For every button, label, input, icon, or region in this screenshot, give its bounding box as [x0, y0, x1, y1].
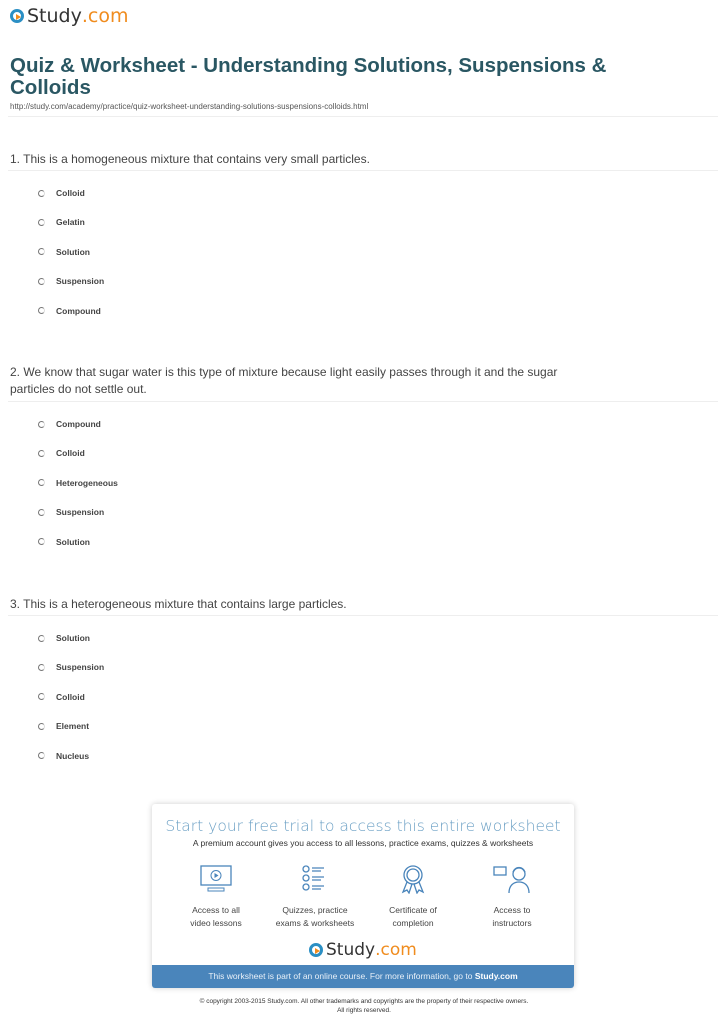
- answer-option[interactable]: [38, 188, 85, 198]
- study-link[interactable]: Study.com: [474, 971, 518, 981]
- answer-option[interactable]: [38, 306, 101, 316]
- instructor-icon: [492, 864, 532, 894]
- play-icon: [309, 943, 323, 957]
- certificate-icon: [396, 864, 430, 894]
- answer-option[interactable]: [38, 751, 89, 761]
- radio-button[interactable]: [38, 664, 45, 671]
- radio-button[interactable]: [38, 509, 45, 516]
- answer-option[interactable]: [38, 537, 90, 547]
- radio-button[interactable]: [38, 219, 45, 226]
- course-info-bar: This worksheet is part of an online course. For more information, go to Study.com: [152, 965, 574, 988]
- radio-button[interactable]: [38, 190, 45, 197]
- divider: [8, 170, 718, 171]
- radio-button[interactable]: [38, 723, 45, 730]
- play-icon: [10, 9, 24, 23]
- page-url: http://study.com/academy/practice/quiz-worksheet-understanding-solutions-suspensions-colloids.html: [10, 102, 369, 111]
- radio-button[interactable]: [38, 248, 45, 255]
- divider: [8, 116, 718, 117]
- feature-quizzes: Quizzes, practice exams & worksheets: [265, 864, 365, 930]
- option-label: Colloid: [56, 448, 85, 459]
- option-label: Solution: [56, 536, 90, 547]
- option-label: Solution: [56, 633, 90, 643]
- answer-option[interactable]: [38, 507, 104, 517]
- radio-button[interactable]: [38, 307, 45, 314]
- answer-option[interactable]: [38, 478, 118, 488]
- answer-option[interactable]: [38, 633, 90, 643]
- trial-headline[interactable]: Start your free trial to access this entire worksheet: [165, 817, 561, 835]
- question-2: 2. We know that sugar water is this type of mixture because light easily passes through it and the sugar particles do not settle out.: [10, 365, 558, 396]
- radio-button[interactable]: [38, 421, 45, 428]
- answer-option[interactable]: [38, 721, 89, 731]
- option-label: Suspension: [56, 276, 105, 287]
- page-title: Quiz & Worksheet - Understanding Solutions, Suspensions & Colloids: [10, 54, 607, 99]
- option-label: Gelatin: [56, 217, 85, 228]
- answer-option[interactable]: [38, 247, 90, 257]
- answer-option[interactable]: [38, 692, 85, 702]
- divider: [8, 401, 718, 402]
- option-label: Element: [56, 721, 90, 732]
- feature-certificate: Certificate of completion: [363, 864, 463, 930]
- free-trial-card: [152, 804, 574, 988]
- answer-option[interactable]: [38, 419, 101, 429]
- option-label: Solution: [56, 246, 90, 257]
- copyright: © copyright 2003-2015 Study.com. All other trademarks and copyrights are the property of their respective owners. All rights reserved.: [199, 998, 529, 1014]
- answer-option[interactable]: [38, 217, 85, 227]
- option-label: Colloid: [56, 188, 85, 198]
- study-logo-footer: Study .com: [309, 940, 417, 960]
- radio-button[interactable]: [38, 538, 45, 545]
- question-3: 3. This is a heterogeneous mixture that contains large particles.: [10, 597, 347, 611]
- divider: [8, 615, 718, 616]
- option-label: Suspension: [56, 662, 105, 673]
- quiz-list-icon: [298, 864, 332, 894]
- feature-instructors: Access to instructors: [462, 864, 562, 930]
- option-label: Nucleus: [56, 750, 90, 761]
- radio-button[interactable]: [38, 693, 45, 700]
- option-label: Compound: [56, 305, 101, 316]
- feature-video: Access to all video lessons: [166, 864, 266, 930]
- answer-option[interactable]: [38, 448, 85, 458]
- radio-button[interactable]: [38, 635, 45, 642]
- option-label: Compound: [56, 419, 101, 429]
- option-label: Heterogeneous: [56, 477, 118, 488]
- video-lesson-icon: [199, 864, 233, 894]
- trial-subtext: A premium account gives you access to all lessons, practice exams, quizzes & worksheets: [192, 838, 534, 848]
- radio-button[interactable]: [38, 479, 45, 486]
- option-label: Suspension: [56, 507, 105, 518]
- radio-button[interactable]: [38, 450, 45, 457]
- answer-option[interactable]: [38, 662, 104, 672]
- answer-option[interactable]: [38, 276, 104, 286]
- question-1: 1. This is a homogeneous mixture that contains very small particles.: [10, 152, 370, 166]
- radio-button[interactable]: [38, 278, 45, 285]
- option-label: Colloid: [56, 691, 85, 702]
- radio-button[interactable]: [38, 752, 45, 759]
- study-logo[interactable]: Study .com: [10, 5, 128, 27]
